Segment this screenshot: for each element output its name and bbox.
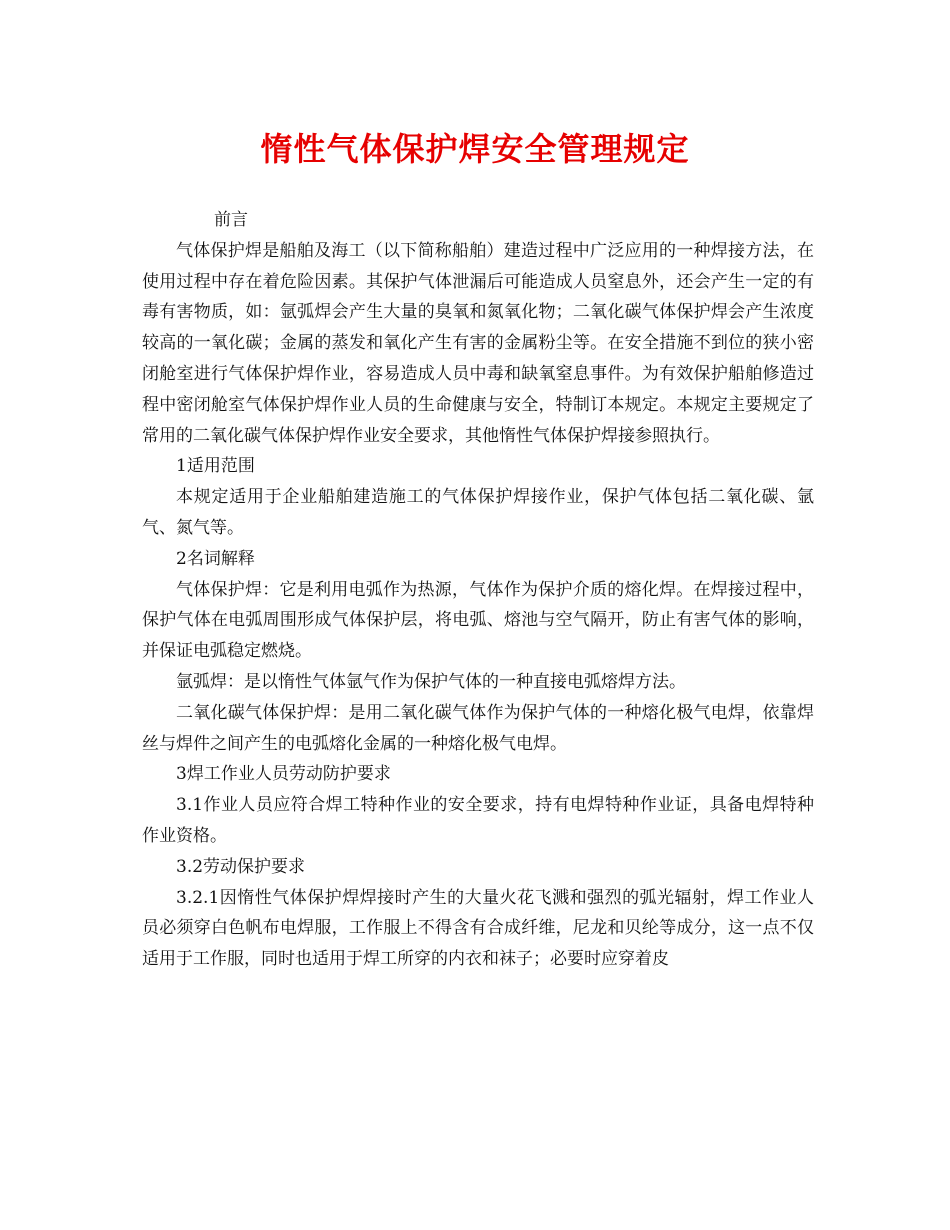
paragraph-term-gas-shielded-welding: 气体保护焊：它是利用电弧作为热源，气体作为保护介质的熔化焊。在焊接过程中，保护气体在电弧周围形成气体保护层，将电弧、熔池与空气隔开，防止有害气体的影响，并保证电弧稳定燃烧。 [142,579,814,662]
section-heading-scope: 1适用范围 [176,456,255,477]
paragraph-3-1: 3.1作业人员应符合焊工特种作业的安全要求，持有电焊特种作业证，具备电焊特种作业资格。 [142,795,814,846]
subsection-heading-3-2: 3.2劳动保护要求 [176,856,306,877]
section-heading-terms: 2名词解释 [176,548,255,569]
section-heading-protection: 3焊工作业人员劳动防护要求 [176,764,391,785]
paragraph-term-argon-arc-welding: 氩弧焊：是以惰性气体氩气作为保护气体的一种直接电弧熔焊方法。 [176,671,686,692]
paragraph-term-co2-welding: 二氧化碳气体保护焊：是用二氧化碳气体作为保护气体的一种熔化极气电焊，依靠焊丝与焊件之间产生的电弧熔化金属的一种熔化极气电焊。 [142,702,814,754]
paragraph-scope-body: 本规定适用于企业船舶建造施工的气体保护焊接作业，保护气体包括二氧化碳、氩气、氮气等。 [142,487,814,538]
section-heading-preface: 前言 [214,210,248,230]
paragraph-preface-body: 气体保护焊是船舶及海工（以下简称船舶）建造过程中广泛应用的一种焊接方法，在使用过程中存在着危险因素。其保护气体泄漏后可能造成人员窒息外，还会产生一定的有毒有害物质，如：氩弧焊会产生大量的臭氧和氮氧化物；二氧化碳气体保护焊会产生浓度较高的一氧化碳；金属的蒸发和氧化产生有害的金属粉尘等。在安全措施不到位的狭小密闭舱室进行气体保护焊作业，容易造成人员中毒和缺氧窒息事件。为有效保护船舶修造过程中密闭舱室气体保护焊作业人员的生命健康与安全，特制订本规定。本规定主要规定了常用的二氧化碳气体保护焊作业安全要求，其他惰性气体保护焊接参照执行。 [142,240,814,446]
document-body [142,205,814,975]
paragraph-3-2-1: 3.2.1因惰性气体保护焊焊接时产生的大量火花飞溅和强烈的弧光辐射，焊工作业人员必须穿白色帆布电焊服，工作服上不得含有合成纤维，尼龙和贝纶等成分，这一点不仅适用于工作服，同时也适用于焊工所穿的内衣和袜子；必要时应穿着皮 [142,887,814,970]
document-title: 惰性气体保护焊安全管理规定 [260,130,690,168]
